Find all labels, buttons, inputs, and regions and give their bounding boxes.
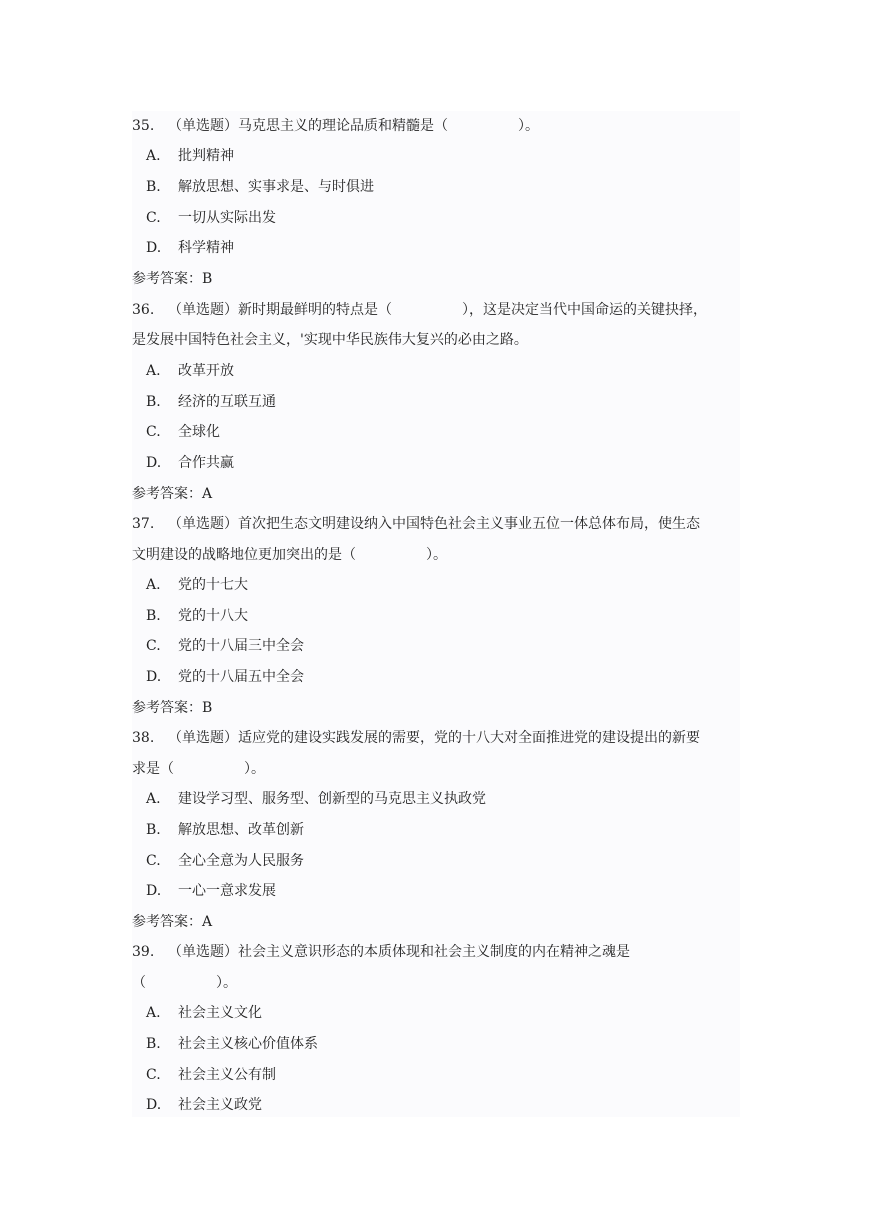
question-text: （单选题）首次把生态文明建设纳入中国特色社会主义事业五位一体总体布局，使生态 [168, 516, 700, 532]
option-text: 经济的互联互通 [178, 394, 276, 410]
option-c [146, 208, 276, 228]
option-text: 党的十八届五中全会 [178, 669, 304, 685]
option-b [146, 177, 374, 197]
option-letter: C. [146, 638, 161, 654]
question-number: 37. [132, 516, 155, 532]
option-text: 改革开放 [178, 363, 234, 379]
question-number: 35. [132, 118, 155, 134]
option-text: 党的十七大 [178, 577, 248, 593]
option-text: 社会主义核心价值体系 [178, 1036, 318, 1052]
question-text: （单选题）社会主义意识形态的本质体现和社会主义制度的内在精神之魂是 [168, 944, 630, 960]
reference-answer: 参考答案：A [132, 914, 213, 930]
option-letter: B. [146, 1036, 161, 1052]
question-36-stem [132, 300, 707, 320]
option-d [146, 453, 234, 473]
option-text: 建设学习型、服务型、创新型的马克思主义执政党 [178, 791, 486, 807]
option-text: 一心一意求发展 [178, 883, 276, 899]
option-letter: D. [146, 883, 162, 899]
option-letter: D. [146, 240, 162, 256]
option-a [146, 575, 248, 595]
option-letter: A. [146, 148, 161, 164]
option-text: 社会主义政党 [178, 1097, 262, 1113]
option-d [146, 1095, 262, 1115]
question-text-continued: 文明建设的战略地位更加突出的是（ ）。 [132, 547, 447, 563]
question-text: （单选题）适应党的建设实践发展的需要，党的十八大对全面推进党的建设提出的新要 [168, 730, 700, 746]
option-text: 全球化 [178, 424, 220, 440]
option-text: 全心全意为人民服务 [178, 853, 304, 869]
option-letter: C. [146, 210, 161, 226]
option-d [146, 667, 304, 687]
question-37-stem [132, 514, 700, 534]
option-d [146, 238, 234, 258]
option-letter: B. [146, 822, 161, 838]
reference-answer: 参考答案：B [132, 700, 213, 716]
option-letter: B. [146, 394, 161, 410]
option-text: 社会主义文化 [178, 1005, 262, 1021]
option-a [146, 1003, 262, 1023]
question-text-continued: （ ）。 [132, 975, 237, 991]
option-b [146, 820, 304, 840]
question-number: 36. [132, 302, 155, 318]
option-c [146, 422, 220, 442]
option-text: 科学精神 [178, 240, 234, 256]
question-text: （单选题）新时期最鲜明的特点是（ ），这是决定当代中国命运的关键抉择， [168, 302, 707, 318]
option-letter: C. [146, 424, 161, 440]
option-text: 批判精神 [178, 148, 234, 164]
option-c [146, 851, 304, 871]
option-letter: B. [146, 179, 161, 195]
option-letter: D. [146, 669, 162, 685]
option-letter: D. [146, 1097, 162, 1113]
option-b [146, 392, 276, 412]
question-number: 38. [132, 730, 155, 746]
option-letter: C. [146, 1067, 161, 1083]
question-35-stem [132, 116, 539, 136]
question-39-stem [132, 942, 630, 962]
option-letter: A. [146, 363, 161, 379]
document-page [132, 111, 740, 1117]
option-b [146, 606, 248, 626]
option-letter: A. [146, 1005, 161, 1021]
option-text: 解放思想、改革创新 [178, 822, 304, 838]
option-text: 社会主义公有制 [178, 1067, 276, 1083]
option-text: 党的十八大 [178, 608, 248, 624]
question-text: （单选题）马克思主义的理论品质和精髓是（ ）。 [168, 118, 539, 134]
question-38-stem [132, 728, 700, 748]
option-text: 合作共赢 [178, 455, 234, 471]
option-letter: D. [146, 455, 162, 471]
option-letter: A. [146, 577, 161, 593]
option-c [146, 1065, 276, 1085]
question-number: 39. [132, 944, 155, 960]
option-c [146, 636, 304, 656]
option-a [146, 361, 234, 381]
option-a [146, 146, 234, 166]
option-b [146, 1034, 318, 1054]
option-d [146, 881, 276, 901]
question-text-continued: 求是（ ）。 [132, 761, 265, 777]
option-text: 党的十八届三中全会 [178, 638, 304, 654]
option-letter: C. [146, 853, 161, 869]
reference-answer: 参考答案：A [132, 486, 213, 502]
option-text: 解放思想、实事求是、与时俱进 [178, 179, 374, 195]
question-text-continued: 是发展中国特色社会主义，'实现中华民族伟大复兴的必由之路。 [132, 332, 528, 348]
option-letter: A. [146, 791, 161, 807]
option-letter: B. [146, 608, 161, 624]
option-a [146, 789, 486, 809]
option-text: 一切从实际出发 [178, 210, 276, 226]
reference-answer: 参考答案：B [132, 271, 213, 287]
